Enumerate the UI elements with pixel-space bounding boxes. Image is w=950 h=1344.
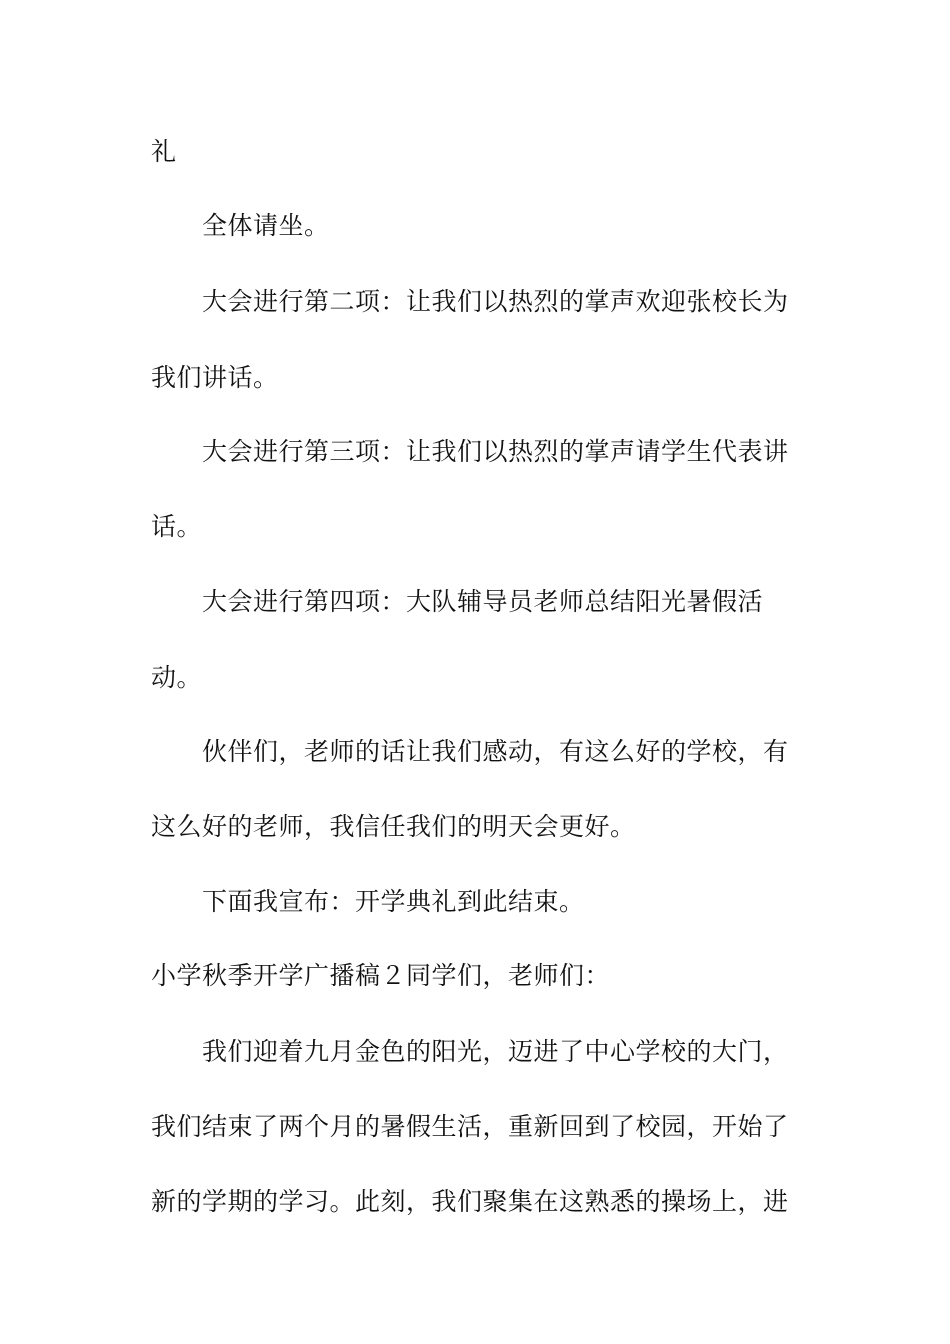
text-line: 下面我宣布：开学典礼到此结束。 (202, 887, 585, 916)
text-line: 动。 (151, 663, 203, 692)
text-line: 这么好的老师，我信任我们的明天会更好。 (151, 812, 636, 841)
text-line: 话。 (151, 512, 203, 541)
text-line: 大会进行第四项：大队辅导员老师总结阳光暑假活 (202, 587, 764, 616)
text-line: 伙伴们，老师的话让我们感动，有这么好的学校，有 (202, 737, 789, 766)
text-line: 新的学期的学习。此刻，我们聚集在这熟悉的操场上，进 (151, 1187, 789, 1216)
text-line: 我们讲话。 (151, 363, 279, 392)
text-line: 全体请坐。 (202, 211, 330, 240)
text-line: 大会进行第三项：让我们以热烈的掌声请学生代表讲 (202, 437, 789, 466)
text-line: 我们迎着九月金色的阳光，迈进了中心学校的大门， (202, 1037, 789, 1066)
text-line: 我们结束了两个月的暑假生活，重新回到了校园，开始了 (151, 1112, 789, 1141)
text-line: 大会进行第二项：让我们以热烈的掌声欢迎张校长为 (202, 287, 789, 316)
text-line: 礼 (151, 137, 177, 166)
text-line: 小学秋季开学广播稿２同学们，老师们： (151, 961, 611, 990)
